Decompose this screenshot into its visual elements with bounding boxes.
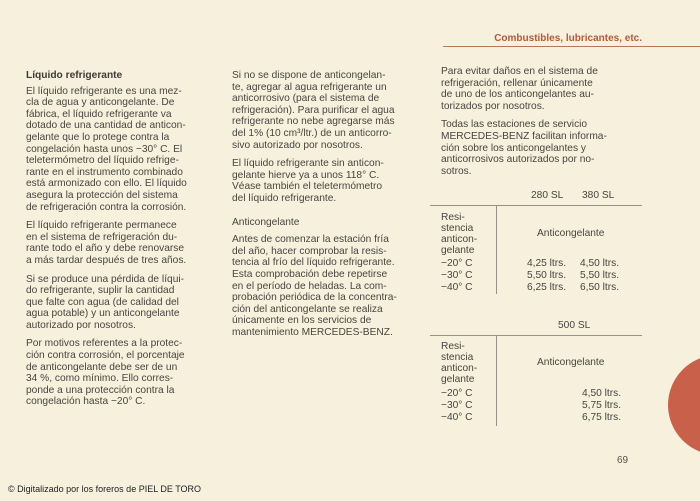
value-cell: 6,25 ltrs. bbox=[527, 282, 567, 293]
temp-cell: −30° C bbox=[441, 270, 473, 281]
model-header-280sl: 280 SL bbox=[531, 190, 564, 201]
paragraph: El líquido refrigerante sin anticon- gelante hierve ya a unos 118° C. Véase también el teletermómetro del líquido refrigerante. bbox=[232, 158, 384, 204]
value-cell: 4,50 ltrs. bbox=[582, 388, 622, 399]
table-divider bbox=[496, 206, 497, 294]
resistance-label-line: Resi- bbox=[441, 212, 465, 223]
subheading-anticongelante: Anticongelante bbox=[232, 216, 300, 228]
resistance-label-line: gelante bbox=[441, 245, 475, 256]
section-title: Combustibles, lubricantes, etc. bbox=[494, 33, 642, 44]
paragraph: Antes de comenzar la estación fría del año, hacer comprobar la resis- tencia al frío del líquido refrigerante. Esta comprobación debe repetirse en el período de heladas. La com- probación periódica de la concentra- ción del anticongelante se realiza únicamente en los servicios de mantenimiento MERCEDES-BENZ. bbox=[232, 234, 397, 338]
temp-cell: −20° C bbox=[441, 388, 473, 399]
column-1 bbox=[26, 70, 216, 415]
value-cell: 4,25 ltrs. bbox=[527, 258, 567, 269]
resistance-label-line: anticon- bbox=[441, 363, 478, 374]
page-number: 69 bbox=[617, 455, 629, 466]
resistance-label-line: anticon- bbox=[441, 234, 478, 245]
paragraph: El líquido refrigerante permanece en el sistema de refrigeración du- rante todo el año y debe renovarse a más tardar después de tres años. bbox=[26, 220, 187, 266]
paragraph: Todas las estaciones de servicio MERCEDES-BENZ facilitan informa- ción sobre los anticongelantes y anticorrosivos autorizados por no- sotros. bbox=[441, 119, 607, 177]
paragraph: Si no se dispone de anticongelan- te, agregar al agua refrigerante un anticorrosivo (para el sistema de refrigeración). Para purificar el agua refrigerante no nebe agregarse más del 1% (10 cm³/ltr.) de un anticorro- sivo autorizado por nosotros. bbox=[232, 70, 395, 151]
temp-cell: −30° C bbox=[441, 400, 473, 411]
decorative-red-circle bbox=[668, 355, 700, 455]
value-cell: 4,50 ltrs. bbox=[580, 258, 620, 269]
paragraph: El líquido refrigerante es una mez- cla de agua y anticongelante. De fábrica, el líquido refrigerante va dotado de una cantidad de anticon- gelante que lo protege contra la congelación hasta unos −30° C. El teletermómetro del líquido refrige- rante en el instrumento combinado está armonizado con ello. El líquido asegura la protección del sistema de refrigeración contra la corrosión. bbox=[26, 85, 187, 213]
header-rule bbox=[443, 46, 700, 47]
value-cell: 5,50 ltrs. bbox=[580, 270, 620, 281]
table-rule bbox=[430, 335, 642, 336]
paragraph: Para evitar daños en el sistema de refrigeración, rellenar únicamente de uno de los anticongelantes au- torizados por nosotros. bbox=[441, 66, 598, 112]
resistance-label-line: Resi- bbox=[441, 341, 465, 352]
value-cell: 6,75 ltrs. bbox=[582, 412, 622, 423]
paragraph: Por motivos referentes a la protec- ción contra corrosión, el porcentaje de anticongelante debe ser de un 34 %, como mínimo. Ello corres- ponde a una protección contra la congelación hasta −20° C. bbox=[26, 338, 185, 408]
value-cell: 5,75 ltrs. bbox=[582, 400, 622, 411]
temp-cell: −40° C bbox=[441, 412, 473, 423]
value-cell: 6,50 ltrs. bbox=[580, 282, 620, 293]
column-3 bbox=[441, 66, 639, 184]
paragraph: Si se produce una pérdida de líqui- do refrigerante, suplir la cantidad que falte con agua (de calidad del agua potable) y un anticongelante autorizado por nosotros. bbox=[26, 273, 185, 331]
column-2 bbox=[232, 70, 424, 345]
heading-liquido-refrigerante: Líquido refrigerante bbox=[26, 70, 123, 81]
temp-cell: −20° C bbox=[441, 258, 473, 269]
resistance-label-line: stencia bbox=[441, 223, 474, 234]
resistance-label-line: stencia bbox=[441, 352, 474, 363]
table-rule bbox=[430, 205, 642, 206]
footer-credit: © Digitalizado por los foreros de PIEL DE TORO bbox=[8, 484, 202, 494]
resistance-label-line: gelante bbox=[441, 374, 475, 385]
temp-cell: −40° C bbox=[441, 282, 473, 293]
model-header-500sl: 500 SL bbox=[558, 320, 591, 331]
value-header: Anticongelante bbox=[537, 228, 605, 239]
table-divider bbox=[496, 336, 497, 426]
value-cell: 5,50 ltrs. bbox=[527, 270, 567, 281]
model-header-380sl: 380 SL bbox=[582, 190, 615, 201]
value-header: Anticongelante bbox=[537, 357, 605, 368]
